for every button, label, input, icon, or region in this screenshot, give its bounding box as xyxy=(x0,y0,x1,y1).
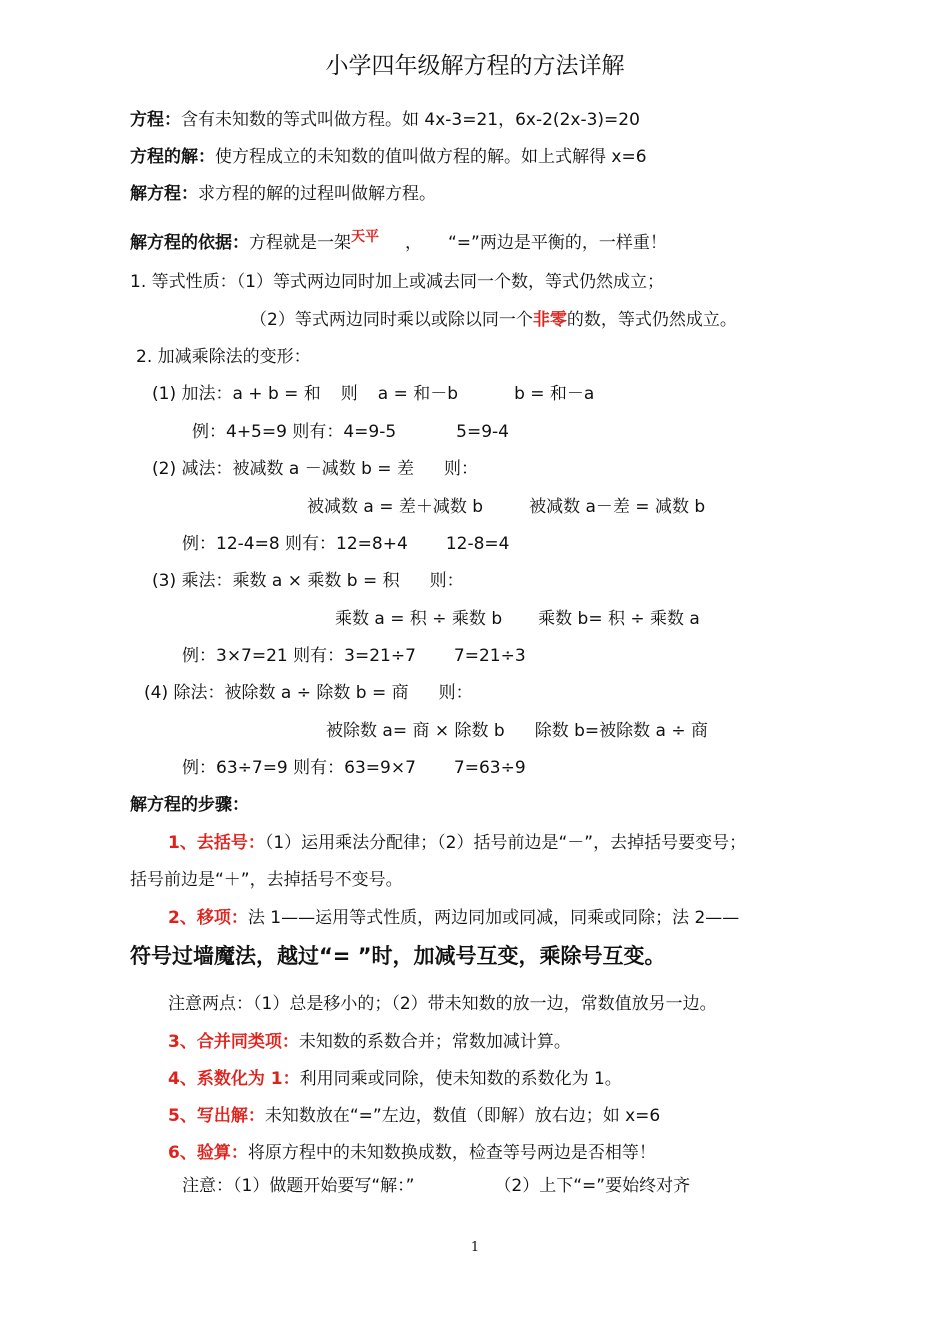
definition-text: 求方程的解的过程叫做解方程。 xyxy=(198,184,436,204)
definition-term: 方程的解： xyxy=(130,147,215,167)
example-text: 例：12-4=8 则有：12=8+4 xyxy=(182,534,408,554)
example-text: 例：4+5=9 则有：4=9-5 xyxy=(192,422,397,442)
step-1-continued: 括号前边是“＋”，去掉括号不变号。 xyxy=(130,870,403,890)
multiplication-derived xyxy=(335,607,700,631)
transform-heading: 2. 加减乘除法的变形： xyxy=(136,347,311,367)
step-label: 1、去括号： xyxy=(168,833,265,853)
page-number: 1 xyxy=(470,1240,480,1255)
addition-rule xyxy=(152,382,594,406)
rule-then: 则： xyxy=(438,683,473,703)
definition-solving xyxy=(130,182,436,206)
solving-basis xyxy=(130,231,667,256)
definition-equation xyxy=(130,108,640,132)
subtraction-derived xyxy=(307,495,705,519)
rule-derived-2: b = 和－a xyxy=(514,384,595,404)
final-note xyxy=(182,1174,690,1198)
basis-text: 方程就是一架 xyxy=(249,233,351,253)
step-3 xyxy=(168,1030,571,1054)
multiplication-rule xyxy=(152,569,464,593)
rule-derived-1: 被除数 a= 商 × 除数 b xyxy=(326,721,505,741)
example-derived: 12-8=4 xyxy=(445,534,510,554)
step-1 xyxy=(168,831,746,855)
rule-derived-1: 乘数 a = 积 ÷ 乘数 b xyxy=(335,609,503,629)
definition-solution xyxy=(130,145,647,169)
subtraction-rule xyxy=(152,457,478,481)
rule-then: 则： xyxy=(443,459,478,479)
step-label: 2、移项： xyxy=(168,908,248,928)
rule-then: 则 xyxy=(340,384,358,404)
step-6 xyxy=(168,1141,656,1165)
balance-keyword: 天平 xyxy=(351,229,379,245)
step-label: 5、写出解： xyxy=(168,1106,265,1126)
multiplication-example xyxy=(182,644,526,668)
step-text: 未知数的系数合并；常数加减计算。 xyxy=(298,1032,571,1052)
step-2 xyxy=(168,906,739,930)
step-label: 3、合并同类项： xyxy=(168,1032,299,1052)
rule-derived-2: 除数 b=被除数 a ÷ 商 xyxy=(534,721,709,741)
equality-property-1: 1. 等式性质：（1）等式两边同时加上或减去同一个数，等式仍然成立； xyxy=(130,272,664,292)
definition-text: 含有未知数的等式叫做方程。如 4x-3=21，6x-2(2x-3)=20 xyxy=(181,110,640,130)
rule-derived-2: 被减数 a－差 = 减数 b xyxy=(529,497,706,517)
rule-text: (1) 加法：a + b = 和 xyxy=(152,384,321,404)
division-derived xyxy=(326,719,708,743)
basis-comma: ， xyxy=(405,233,422,253)
step-5 xyxy=(168,1104,660,1128)
note-text-2: （2）上下“=”要始终对齐 xyxy=(494,1176,691,1196)
step-text: 利用同乘或同除，使未知数的系数化为 1。 xyxy=(299,1069,622,1089)
rule-text: (3) 乘法：乘数 a × 乘数 b = 积 xyxy=(152,571,400,591)
step-text: 将原方程中的未知数换成数，检查等号两边是否相等！ xyxy=(247,1143,656,1163)
example-text: 例：3×7=21 则有：3=21÷7 xyxy=(182,646,416,666)
step-label: 4、系数化为 1： xyxy=(168,1069,300,1089)
rule-text: (4) 除法：被除数 a ÷ 除数 b = 商 xyxy=(144,683,409,703)
example-text: 例：63÷7=9 则有：63=9×7 xyxy=(182,758,416,778)
division-rule xyxy=(144,681,473,705)
example-derived: 5=9-4 xyxy=(456,422,509,442)
page-title: 小学四年级解方程的方法详解 xyxy=(325,53,625,79)
step-4 xyxy=(168,1067,622,1091)
steps-heading: 解方程的步骤： xyxy=(130,795,249,815)
step-text: 法 1——运用等式性质，两边同加或同减，同乘或同除；法 2—— xyxy=(247,908,740,928)
rule-derived-1: 被减数 a = 差＋减数 b xyxy=(307,497,484,517)
step-text: 未知数放在“=”左边，数值（即解）放右边；如 x=6 xyxy=(264,1106,661,1126)
definition-text: 使方程成立的未知数的值叫做方程的解。如上式解得 x=6 xyxy=(215,147,647,167)
step-2-note: 注意两点：（1）总是移小的；（2）带未知数的放一边，常数值放另一边。 xyxy=(168,994,717,1014)
nonzero-keyword: 非零 xyxy=(532,310,567,330)
addition-example xyxy=(192,420,509,444)
note-text: 注意：（1）做题开始要写“解：” xyxy=(182,1176,415,1196)
basis-text-end: “=”两边是平衡的，一样重！ xyxy=(448,233,667,253)
property-text: （2）等式两边同时乘以或除以同一个 xyxy=(250,310,533,330)
subtraction-example xyxy=(182,532,509,556)
step-2-magic-rule: 符号过墙魔法，越过“= ”时，加减号互变，乘除号互变。 xyxy=(130,944,666,968)
rule-text: (2) 减法：被减数 a －减数 b = 差 xyxy=(152,459,414,479)
step-label: 6、验算： xyxy=(168,1143,248,1163)
equality-property-2 xyxy=(250,308,737,332)
example-derived: 7=63÷9 xyxy=(453,758,526,778)
basis-term: 解方程的依据： xyxy=(130,233,249,253)
definition-term: 方程： xyxy=(130,110,181,130)
example-derived: 7=21÷3 xyxy=(453,646,526,666)
property-text-end: 的数，等式仍然成立。 xyxy=(566,310,737,330)
step-text: （1）运用乘法分配律；（2）括号前边是“－”，去掉括号要变号； xyxy=(264,833,747,853)
definition-term: 解方程： xyxy=(130,184,198,204)
division-example xyxy=(182,756,526,780)
rule-derived-1: a = 和－b xyxy=(377,384,459,404)
rule-then: 则： xyxy=(429,571,464,591)
rule-derived-2: 乘数 b= 积 ÷ 乘数 a xyxy=(538,609,700,629)
